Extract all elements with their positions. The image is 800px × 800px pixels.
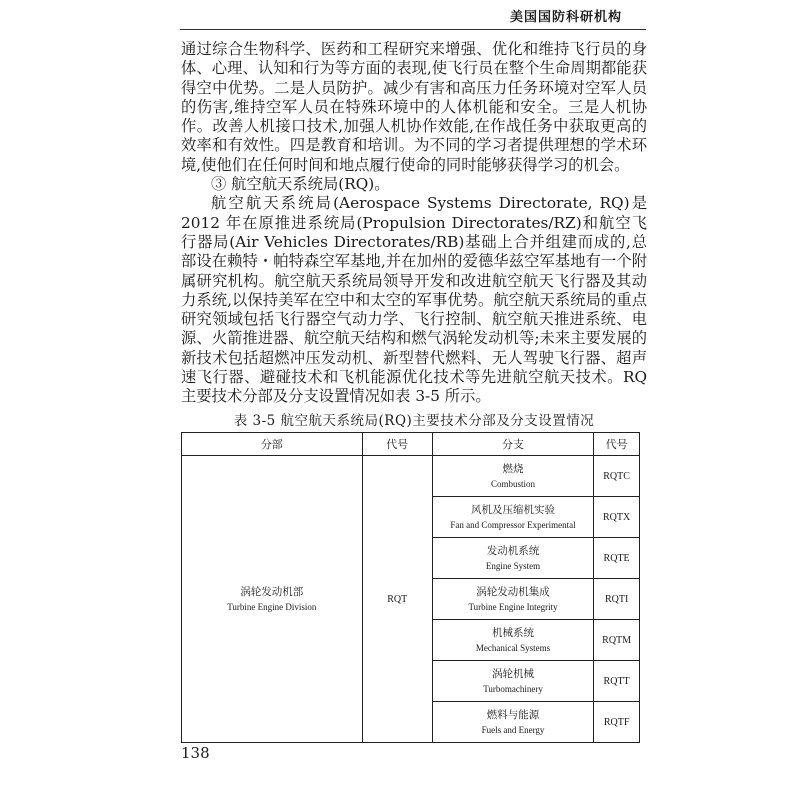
branch-cell <box>432 620 593 661</box>
branch-name-en: Engine System <box>485 560 541 571</box>
table-row <box>182 456 640 497</box>
branch-code: RQTX <box>594 497 640 538</box>
branch-name-en: Fan and Compressor Experimental <box>450 519 576 530</box>
header-branch: 分支 <box>432 433 593 456</box>
branch-code: RQTC <box>594 456 640 497</box>
branch-code: RQTM <box>594 620 640 661</box>
branch-name-cn: 风机及压缩机实验 <box>471 504 556 516</box>
paragraph: 航空航天系统局(Aerospace Systems Directorate, RQ)是 2012 年在原推进系统局(Propulsion Directorates/RZ)和航空飞行器局(Air Vehicles Directorates/RB)基础上合并组建而成的,总部设在赖特・帕特森空军基地,并在加州的爱德华兹空军基地有一个附属研究机构。航空航天系统局领导开发和改进航空航天飞行器及其动力系统,以保持美军在空中和太空的军事优势。航空航天系统局的重点研究领域包括飞行器空气动力学、飞行控制、航空航天推进系统、电源、火箭推进器、航空航天结构和燃气涡轮发动机等;未来主要发展的新技术包括超燃冲压发动机、新型替代燃料、无人驾驶飞行器、超声速飞行器、避碰技术和飞机能源优化技术等先进航空航天技术。RQ 主要技术分部及分支设置情况如表 3-5 所示。 <box>181 194 647 406</box>
header-rule <box>180 29 646 30</box>
division-code: RQT <box>362 456 432 743</box>
branch-name-en: Turbomachinery <box>483 683 543 694</box>
branch-code: RQTE <box>594 538 640 579</box>
body-text <box>181 40 647 407</box>
branch-cell <box>432 456 593 497</box>
division-cell <box>182 456 363 743</box>
branch-code: RQTF <box>594 702 640 743</box>
branch-name-cn: 燃料与能源 <box>486 709 540 721</box>
page-number: 138 <box>181 744 210 762</box>
header-code: 代号 <box>362 433 432 456</box>
header-division: 分部 <box>182 433 363 456</box>
table-header-row <box>182 433 640 456</box>
branch-name-cn: 涡轮发动机集成 <box>476 586 550 598</box>
branch-name-en: Combustion <box>491 478 536 489</box>
branch-name-cn: 涡轮机械 <box>492 668 535 680</box>
division-name-cn: 涡轮发动机部 <box>240 586 304 598</box>
branch-cell <box>432 702 593 743</box>
branch-name-en: Fuels and Energy <box>481 724 545 735</box>
branch-name-cn: 机械系统 <box>492 627 535 639</box>
branch-name-cn: 发动机系统 <box>486 545 540 557</box>
paragraph: 通过综合生物科学、医药和工程研究来增强、优化和维持飞行员的身体、心理、认知和行为等方面的表现,使飞行员在整个生命周期都能获得空中优势。二是人员防护。减少有害和高压力任务环境对空军人员的伤害,维持空军人员在特殊环境中的人体机能和安全。三是人机协作。改善人机接口技术,加强人机协作效能,在作战任务中获取更高的效率和有效性。四是教育和培训。为不同的学习者提供理想的学术环境,使他们在任何时间和地点履行使命的同时能够获得学习的机会。 <box>181 40 647 174</box>
branch-name-en: Mechanical Systems <box>475 642 551 653</box>
branch-cell <box>432 497 593 538</box>
branch-code: RQTI <box>594 579 640 620</box>
branch-cell <box>432 661 593 702</box>
branch-name-en: Turbine Engine Integrity <box>468 601 558 612</box>
branch-cell <box>432 538 593 579</box>
division-table <box>181 432 640 743</box>
branch-cell <box>432 579 593 620</box>
table-caption: 表 3-5 航空航天系统局(RQ)主要技术分部及分支设置情况 <box>233 413 595 429</box>
branch-code: RQTT <box>594 661 640 702</box>
division-name-en: Turbine Engine Division <box>227 601 317 612</box>
header-branch-code: 代号 <box>594 433 640 456</box>
branch-name-cn: 燃烧 <box>502 463 524 475</box>
section-heading: ③ 航空航天系统局(RQ)。 <box>211 175 390 194</box>
running-header: 美国国防科研机构 <box>509 10 622 25</box>
